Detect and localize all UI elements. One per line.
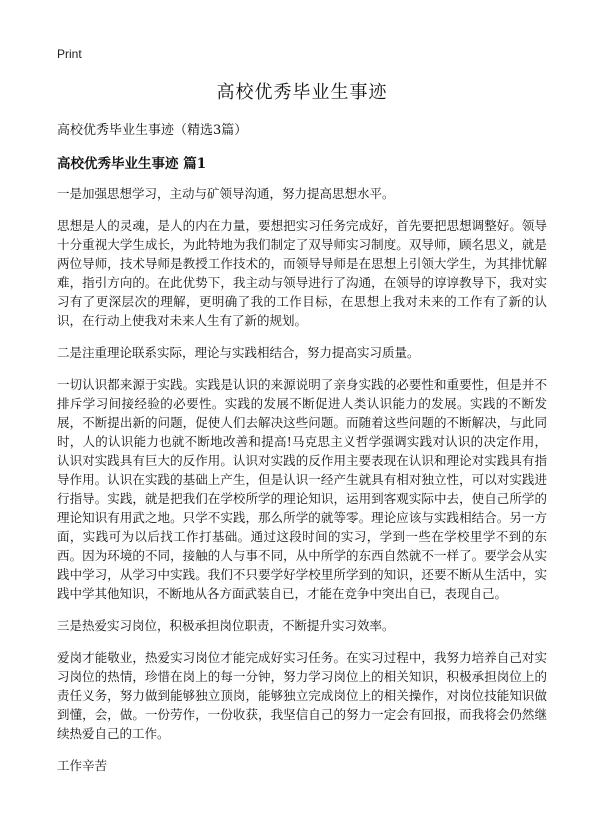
paragraph-body-2: 一切认识都来源于实践。实践是认识的来源说明了亲身实践的必要性和重要性，但是并不排斥学习间接经验的必要性。实践的发展不断促进人类认识能力的发展。实践的不断发展，不断提出新的问题，促使人们去解决这些问题。而随着这些问题的不断解决，与此同时，人的认识能力也就不断地改善和提高!马克思主义哲学强调实践对认识的决定作用，认识对实践具有巨大的反作用。认识对实践的反作用主要表现在认识和理论对实践具有指导作用。认识在实践的基础上产生，但是认识一经产生就具有相对独立性，可以对实践进行指导。实践，就是把我们在学校所学的理论知识，运用到客观实际中去，使自己所学的理论知识有用武之地。只学不实践，那么所学的就等零。理论应该与实践相结合。另一方面，实践可为以后找工作打基础。通过这段时间的实习，学到一些在学校里学不到的东西。因为环境的不同，接触的人与事不同，从中所学的东西自然就不一样了。要学会从实践中学习，从学习中实践。我们不只要学好学校里所学到的知识，还要不断从生活中，实践中学其他知识，不断地从各方面武装自已，才能在竞争中突出自已，表现自己。 xyxy=(57,377,547,601)
section-heading: 高校优秀毕业生事迹 篇1 xyxy=(57,156,207,172)
page-title: 高校优秀毕业生事迹 xyxy=(216,82,388,103)
paragraph-point-4: 工作辛苦 xyxy=(57,758,108,773)
paragraph-body-1: 思想是人的灵魂，是人的内在力量，要想把实习任务完成好，首先要把思想调整好。领导十分重视大学生成长，为此特地为我们制定了双导师实习制度。双导师，顾名思义，就是两位导师，技术导师是教授工作技术的，而领导导师是在思想上引领大学生，为其排忧解难，指引方向的。在此优势下，我主动与领导进行了沟通，在领导的谆谆教导下，我对实习有了更深层次的理解，更明确了我的工作目标，在思想上我对未来的工作有了新的认识，在行动上使我对未来人生有了新的规划。 xyxy=(57,218,547,328)
paragraph-point-2: 二是注重理论联系实际，理论与实践相结合，努力提高实习质量。 xyxy=(57,345,420,360)
paragraph-point-1: 一是加强思想学习，主动与矿领导沟通，努力提高思想水平。 xyxy=(57,186,395,201)
document-subtitle: 高校优秀毕业生事迹（精选3篇） xyxy=(57,123,248,138)
paragraph-body-3: 爱岗才能敬业，热爱实习岗位才能完成好实习任务。在实习过程中，我努力培养自己对实习岗位的热情，珍惜在岗上的每一分钟，努力学习岗位上的相关知识，积极承担岗位上的责任义务，努力做到能够独立顶岗，能够独立完成岗位上的相关操作，对岗位技能知识做到懂，会，做。一份劳作，一份收获，我坚信自己的努力一定会有回报，而我将会仍然继续热爱自己的工作。 xyxy=(57,650,547,741)
print-link[interactable]: Print xyxy=(57,47,82,61)
paragraph-point-3: 三是热爱实习岗位，积极承担岗位职责，不断提升实习效率。 xyxy=(57,618,395,633)
document-page xyxy=(57,80,547,787)
